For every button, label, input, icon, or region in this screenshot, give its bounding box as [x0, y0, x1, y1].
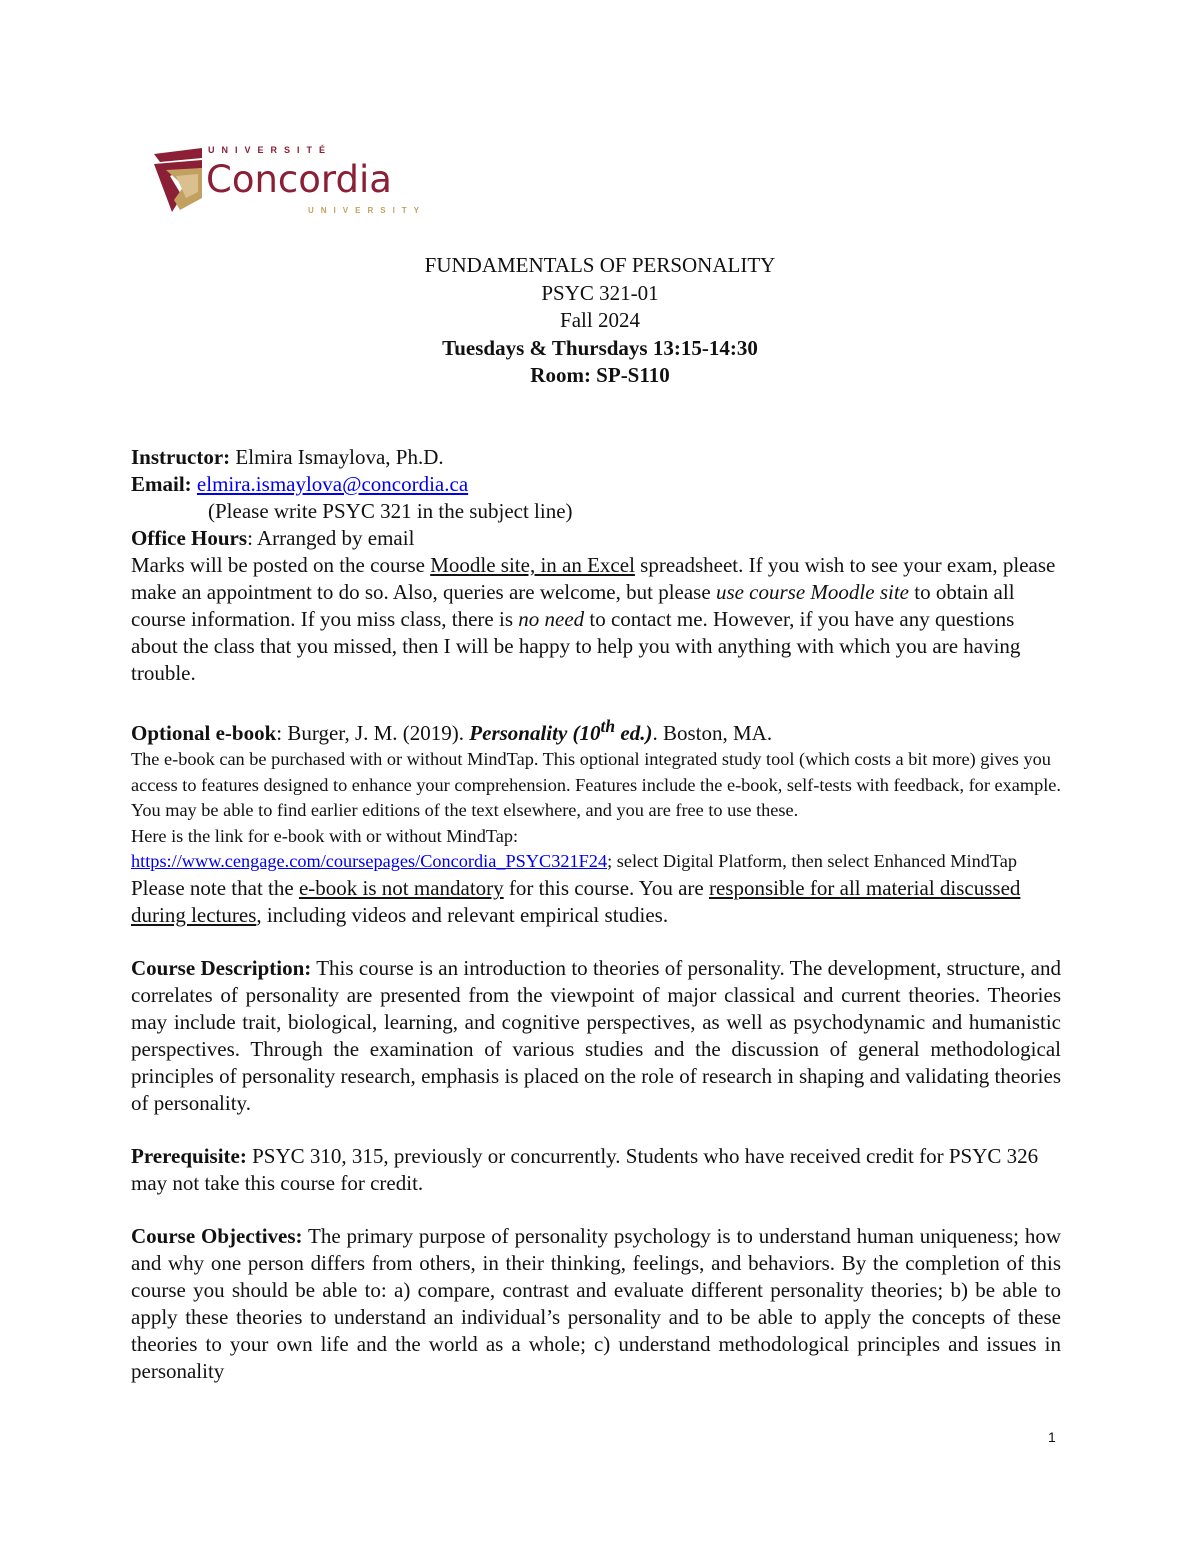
- spacer: [131, 929, 1061, 955]
- marks-text-4: to contact me. However, if you have any questions about the class that you missed, then I will be happy to help you with anything with which you are having trouble.: [131, 607, 1021, 685]
- ebook-cite-1: : Burger, J. M. (2019).: [276, 721, 470, 745]
- office-hours-line: [131, 525, 1061, 552]
- instructor-value: Elmira Ismaylova, Ph.D.: [230, 445, 444, 469]
- course-title: FUNDAMENTALS OF PERSONALITY: [424, 253, 776, 277]
- course-header: [0, 252, 1200, 390]
- course-description: [131, 955, 1061, 1117]
- ebook-after-url: ; select Digital Platform, then select Enhanced MindTap: [607, 851, 1018, 872]
- email-label: Email:: [131, 472, 192, 496]
- ebook-description: The e-book can be purchased with or without MindTap. This optional integrated study tool (which costs a bit more) gives you access to features designed to enhance your comprehension. Features include the e-book, self-tests with feedback, for example. You may be able to find earlier editions of the text elsewhere, and you are free to use these.: [131, 749, 1061, 821]
- description-text: This course is an introduction to theories of personality. The development, structure, and correlates of personality are presented from the viewpoint of major classical and current theories. Theories may include trait, biological, learning, and cognitive perspectives, as well as psychodynamic and humanistic perspectives. Through the examination of various studies and the discussion of general methodological principles of personality research, emphasis is placed on the role of research in shaping and validating theories of personality.: [131, 955, 1061, 1115]
- marks-text-3: to obtain all course information. If you miss class, there is: [131, 580, 1015, 631]
- ebook-note-3: , including videos and relevant empirical studies.: [256, 902, 669, 927]
- email-line: [131, 471, 1061, 498]
- ebook-title: Personality (10: [469, 721, 601, 745]
- prerequisite-text: PSYC 310, 315, previously or concurrently. Students who have received credit for PSYC 326 may not take this course for credit.: [131, 1143, 1039, 1195]
- marks-text-2: spreadsheet. If you wish to see your exam, please make an appointment to do so. Also, queries are welcome, but please: [131, 553, 1056, 604]
- ebook-note: [131, 875, 1061, 929]
- instructor-label: Instructor:: [131, 445, 231, 469]
- objectives-label: Course Objectives:: [131, 1223, 303, 1248]
- ebook-title-end: ed.): [615, 721, 653, 745]
- course-term: Fall 2024: [560, 308, 640, 332]
- ebook-note-underline-2: responsible for all material discussed during lectures: [131, 875, 1021, 927]
- course-room: Room: SP-S110: [530, 363, 670, 387]
- prerequisite-label: Prerequisite:: [131, 1143, 247, 1168]
- prerequisite: [131, 1143, 1061, 1197]
- spacer: [131, 1197, 1061, 1223]
- concordia-logo: [152, 140, 452, 220]
- spacer: [131, 1117, 1061, 1143]
- instructor-line: [131, 444, 1061, 471]
- office-hours-label: Office Hours: [131, 526, 248, 550]
- marks-paragraph: [131, 552, 1061, 687]
- ebook-edition-sup: th: [600, 716, 616, 736]
- office-hours-value: : Arranged by email: [247, 526, 415, 550]
- description-label: Course Description:: [131, 955, 312, 980]
- marks-emphasis-1: use course Moodle site: [715, 580, 909, 604]
- logo-top-text: UNIVERSITÉ: [208, 145, 333, 155]
- spacer: [131, 687, 1061, 713]
- shield-icon: [154, 148, 202, 212]
- marks-emphasis-2: no need: [518, 607, 585, 631]
- ebook-note-2: for this course. You are: [503, 875, 709, 900]
- course-schedule: Tuesdays & Thursdays 13:15-14:30: [442, 335, 758, 360]
- objectives-text: The primary purpose of personality psychology is to understand human uniqueness; how and why one person differs from others, in their thinking, feelings, and behaviors. By the completion of this course you should be able to: a) compare, contrast and evaluate different personality theories; b) be able to apply these theories to understand an individual’s personality and to be able to apply the concepts of these theories to your own life and the world as a whole; c) understand methodological principles and issues in personality: [131, 1223, 1061, 1383]
- ebook-link-line: [131, 849, 1061, 875]
- email-link[interactable]: elmira.ismaylova@concordia.ca: [196, 472, 469, 496]
- course-objectives: [131, 1223, 1061, 1385]
- ebook-note-1: Please note that the: [131, 875, 299, 900]
- ebook-note-underline-1: e-book is not mandatory: [298, 875, 504, 900]
- ebook-citation: [131, 713, 1061, 747]
- email-note: (Please write PSYC 321 in the subject line): [208, 499, 573, 523]
- logo-name: Concordia: [206, 158, 392, 201]
- marks-text-1: Marks will be posted on the course: [131, 553, 431, 577]
- course-code: PSYC 321-01: [541, 280, 659, 305]
- page-number: 1: [1048, 1429, 1056, 1445]
- syllabus-body: [131, 444, 1061, 1385]
- moodle-excel-text: Moodle site, in an Excel: [430, 553, 635, 577]
- ebook-link-intro: Here is the link for e-book with or without MindTap:: [131, 825, 519, 846]
- ebook-label: Optional e-book: [131, 721, 277, 745]
- ebook-cite-2: . Boston, MA.: [652, 721, 773, 745]
- logo-bottom-text: UNIVERSITY: [308, 206, 427, 215]
- cengage-link[interactable]: https://www.cengage.com/coursepages/Concordia_PSYC321F24: [131, 851, 608, 872]
